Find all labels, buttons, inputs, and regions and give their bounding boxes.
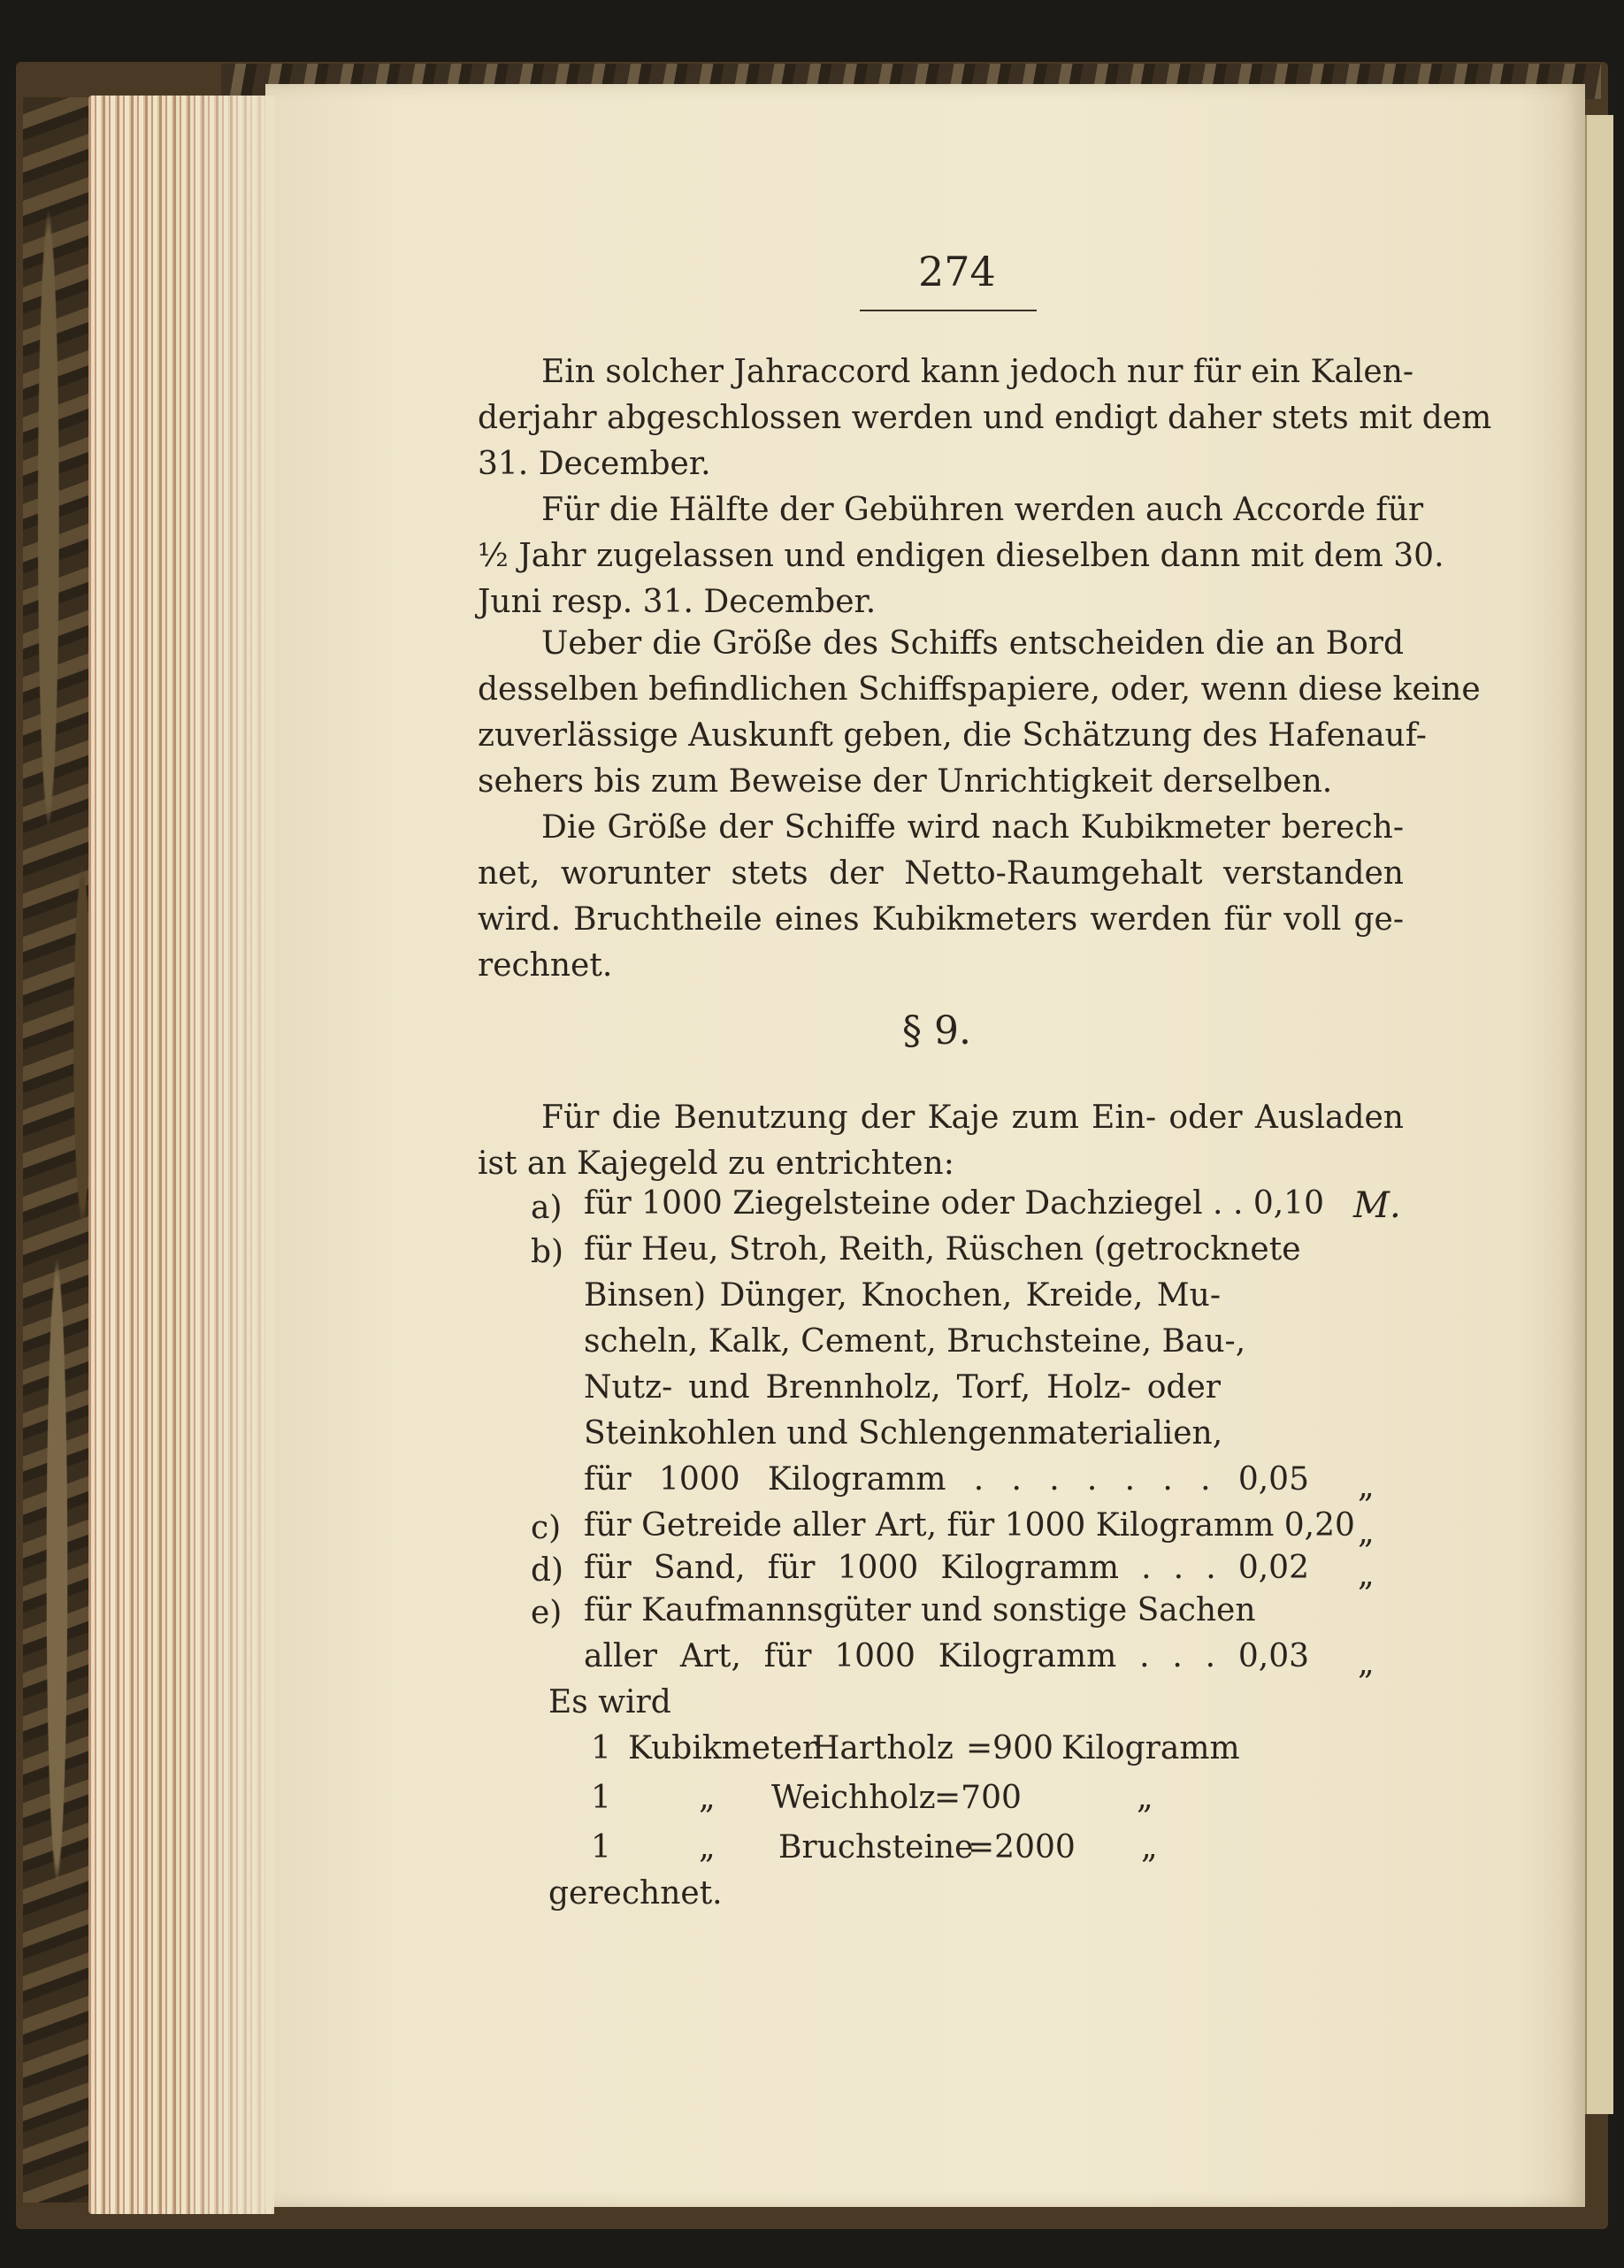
text-line: 31. December.: [478, 446, 711, 482]
fee-letter: c): [531, 1510, 562, 1546]
fee-letter: e): [531, 1595, 563, 1631]
conversion-measure: Kilogramm: [1061, 1730, 1240, 1766]
fee-letter: b): [531, 1234, 564, 1270]
conversion-value: =2000: [968, 1829, 1076, 1866]
fee-line: scheln, Kalk, Cement, Bruchsteine, Bau-,: [584, 1323, 1246, 1360]
page-number: 274: [918, 248, 996, 295]
text-line: Für die Benutzung der Kaje zum Ein- oder Ausladen: [541, 1100, 1404, 1136]
fee-line: für Kaufmannsgüter und sonstige Sachen: [584, 1592, 1256, 1628]
page-edge-fade: [177, 96, 274, 2214]
conversion-unit: Kubikmeter: [628, 1730, 818, 1766]
fee-letter: d): [531, 1552, 564, 1589]
text-line: sehers bis zum Beweise der Unrichtigkeit derselben.: [478, 763, 1333, 800]
text-line: Juni resp. 31. December.: [478, 584, 877, 620]
fee-letter: a): [531, 1190, 563, 1226]
conversion-measure: „: [1137, 1780, 1153, 1816]
text-line: Für die Hälfte der Gebühren werden auch Accorde für: [541, 492, 1424, 528]
fee-unit: „: [1358, 1645, 1375, 1682]
fee-line: für Sand, für 1000 Kilogramm . . . 0,02: [584, 1550, 1309, 1586]
conversion-qty: 1: [591, 1730, 611, 1766]
conversion-unit: „: [699, 1780, 716, 1816]
conversion-qty: 1: [591, 1780, 611, 1816]
fee-unit: „: [1358, 1557, 1375, 1593]
facing-page-edge: [1585, 115, 1613, 2114]
fee-line: für 1000 Kilogramm . . . . . . . 0,05: [584, 1461, 1309, 1498]
conversion-outro: gerechnet.: [548, 1875, 723, 1912]
fee-unit: „: [1358, 1468, 1375, 1505]
text-line: desselben befindlichen Schiffspapiere, oder, wenn diese keine: [478, 671, 1481, 708]
fee-line: Steinkohlen und Schlengenmaterialien,: [584, 1415, 1223, 1452]
text-line: ½ Jahr zugelassen und endigen dieselben dann mit dem 30.: [478, 538, 1444, 574]
text-line: Ein solcher Jahraccord kann jedoch nur für ein Kalen-: [541, 354, 1414, 390]
text-line: wird. Bruchtheile eines Kubikmeters werden für voll ge-: [478, 901, 1404, 938]
fee-unit: „: [1358, 1514, 1375, 1551]
conversion-intro: Es wird: [548, 1684, 671, 1720]
fee-line: aller Art, für 1000 Kilogramm . . . 0,03: [584, 1638, 1309, 1674]
header-rule: [860, 310, 1037, 311]
section-heading: § 9.: [902, 1008, 971, 1054]
fee-line: Binsen) Dünger, Knochen, Kreide, Mu-: [584, 1277, 1221, 1314]
text-line: ist an Kajegeld zu entrichten:: [478, 1145, 954, 1182]
text-line: derjahr abgeschlossen werden und endigt daher stets mit dem: [478, 400, 1492, 436]
fee-line: für Heu, Stroh, Reith, Rüschen (getrocknete: [584, 1231, 1301, 1268]
conversion-value: =900: [966, 1730, 1053, 1766]
text-line: rechnet.: [478, 947, 613, 984]
text-line: zuverlässige Auskunft geben, die Schätzung des Hafenauf-: [478, 717, 1427, 754]
fee-line: für 1000 Ziegelsteine oder Dachziegel . . 0,10: [584, 1185, 1324, 1222]
conversion-material: Hartholz: [812, 1730, 954, 1766]
fee-unit: M.: [1353, 1185, 1401, 1226]
text-line: Ueber die Größe des Schiffs entscheiden die an Bord: [541, 625, 1404, 662]
conversion-measure: „: [1141, 1829, 1158, 1866]
conversion-material: Bruchsteine: [778, 1829, 974, 1866]
fee-line: Nutz- und Brennholz, Torf, Holz- oder: [584, 1369, 1221, 1406]
text-line: net, worunter stets der Netto-Raumgehalt verstanden: [478, 855, 1404, 892]
text-line: Die Größe der Schiffe wird nach Kubikmeter berech-: [541, 809, 1404, 846]
conversion-unit: „: [699, 1829, 716, 1866]
conversion-material: Weichholz: [771, 1780, 936, 1816]
conversion-value: =700: [934, 1780, 1022, 1816]
conversion-qty: 1: [591, 1829, 611, 1866]
fee-line: für Getreide aller Art, für 1000 Kilogramm 0,20: [584, 1507, 1355, 1544]
